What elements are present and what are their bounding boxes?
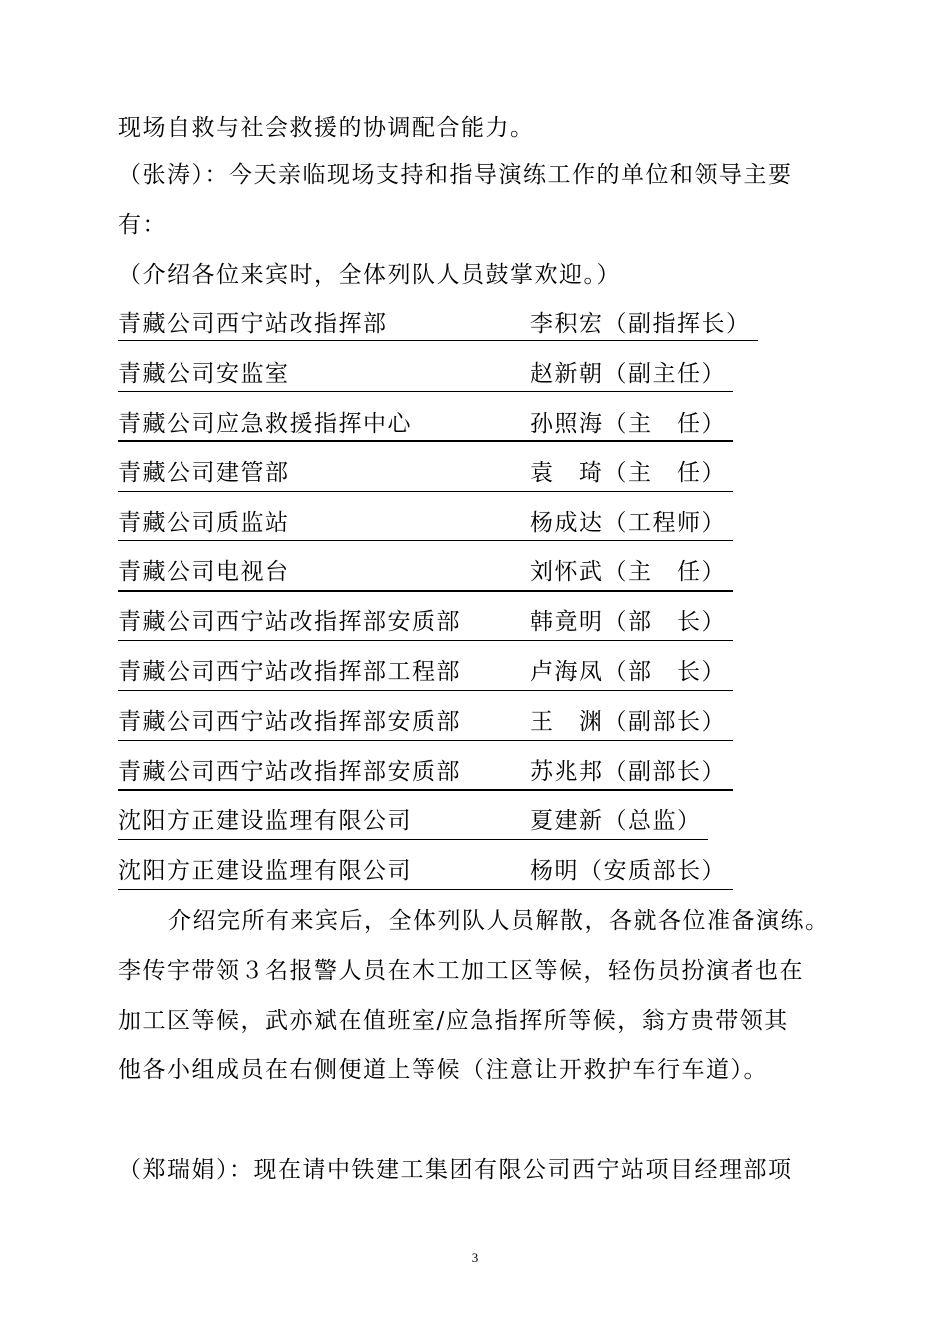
paragraph-line: （张涛）：今天亲临现场支持和指导演练工作的单位和领导主要 bbox=[118, 162, 793, 188]
paragraph-line: 李传宇带领３名报警人员在木工加工区等候，轻伤员扮演者也在 bbox=[118, 958, 804, 984]
guest-organization: 青藏公司应急救援指挥中心 bbox=[118, 411, 412, 437]
paragraph-line: 有： bbox=[118, 212, 167, 238]
paragraph-line: 介绍完所有来宾后，全体列队人员解散，各就各位准备演练。 bbox=[168, 908, 830, 934]
guest-name: 刘怀武（主 任） bbox=[530, 559, 726, 585]
underline bbox=[118, 839, 708, 840]
guest-organization: 青藏公司西宁站改指挥部安质部 bbox=[118, 709, 461, 735]
guest-name: 袁 琦（主 任） bbox=[530, 460, 726, 486]
guest-name: 李积宏（副指挥长） bbox=[530, 311, 751, 337]
guest-organization: 青藏公司西宁站改指挥部工程部 bbox=[118, 659, 461, 685]
paragraph-line: 加工区等候，武亦斌在值班室/应急指挥所等候，翁方贵带领其 bbox=[118, 1008, 789, 1034]
guest-name: 王 渊（副部长） bbox=[530, 709, 726, 735]
underline bbox=[118, 491, 733, 492]
page-number: 3 bbox=[471, 1250, 479, 1265]
underline bbox=[118, 740, 733, 741]
guest-name: 杨明（安质部长） bbox=[530, 858, 726, 884]
guest-name: 赵新朝（副主任） bbox=[530, 361, 726, 387]
paragraph-line: 他各小组成员在右侧便道上等候（注意让开救护车行车道）。 bbox=[118, 1057, 768, 1083]
underline bbox=[118, 340, 758, 341]
underline bbox=[118, 391, 733, 392]
guest-organization: 青藏公司西宁站改指挥部安质部 bbox=[118, 609, 461, 635]
guest-organization: 青藏公司安监室 bbox=[118, 361, 290, 387]
guest-name: 孙照海（主 任） bbox=[530, 411, 726, 437]
guest-organization: 青藏公司西宁站改指挥部 bbox=[118, 311, 388, 337]
guest-organization: 沈阳方正建设监理有限公司 bbox=[118, 858, 412, 884]
guest-name: 苏兆邦（副部长） bbox=[530, 759, 726, 785]
guest-name: 卢海凤（部 长） bbox=[530, 659, 726, 685]
guest-name: 杨成达（工程师） bbox=[530, 510, 726, 536]
paragraph-line: （郑瑞娟）：现在请中铁建工集团有限公司西宁站项目经理部项 bbox=[118, 1157, 793, 1183]
underline bbox=[118, 789, 733, 791]
guest-name: 夏建新（总监） bbox=[530, 808, 702, 834]
guest-organization: 沈阳方正建设监理有限公司 bbox=[118, 808, 412, 834]
guest-organization: 青藏公司建管部 bbox=[118, 460, 290, 486]
underline bbox=[118, 640, 733, 641]
paragraph-line: （介绍各位来宾时，全体列队人员鼓掌欢迎。） bbox=[118, 262, 621, 288]
paragraph-line: 现场自救与社会救援的协调配合能力。 bbox=[118, 115, 535, 141]
underline bbox=[118, 690, 733, 691]
guest-organization: 青藏公司电视台 bbox=[118, 559, 290, 585]
underline bbox=[118, 889, 733, 890]
underline bbox=[118, 440, 733, 442]
guest-organization: 青藏公司西宁站改指挥部安质部 bbox=[118, 759, 461, 785]
guest-organization: 青藏公司质监站 bbox=[118, 510, 290, 536]
underline bbox=[118, 540, 733, 541]
underline bbox=[118, 590, 733, 592]
guest-name: 韩竟明（部 长） bbox=[530, 609, 726, 635]
